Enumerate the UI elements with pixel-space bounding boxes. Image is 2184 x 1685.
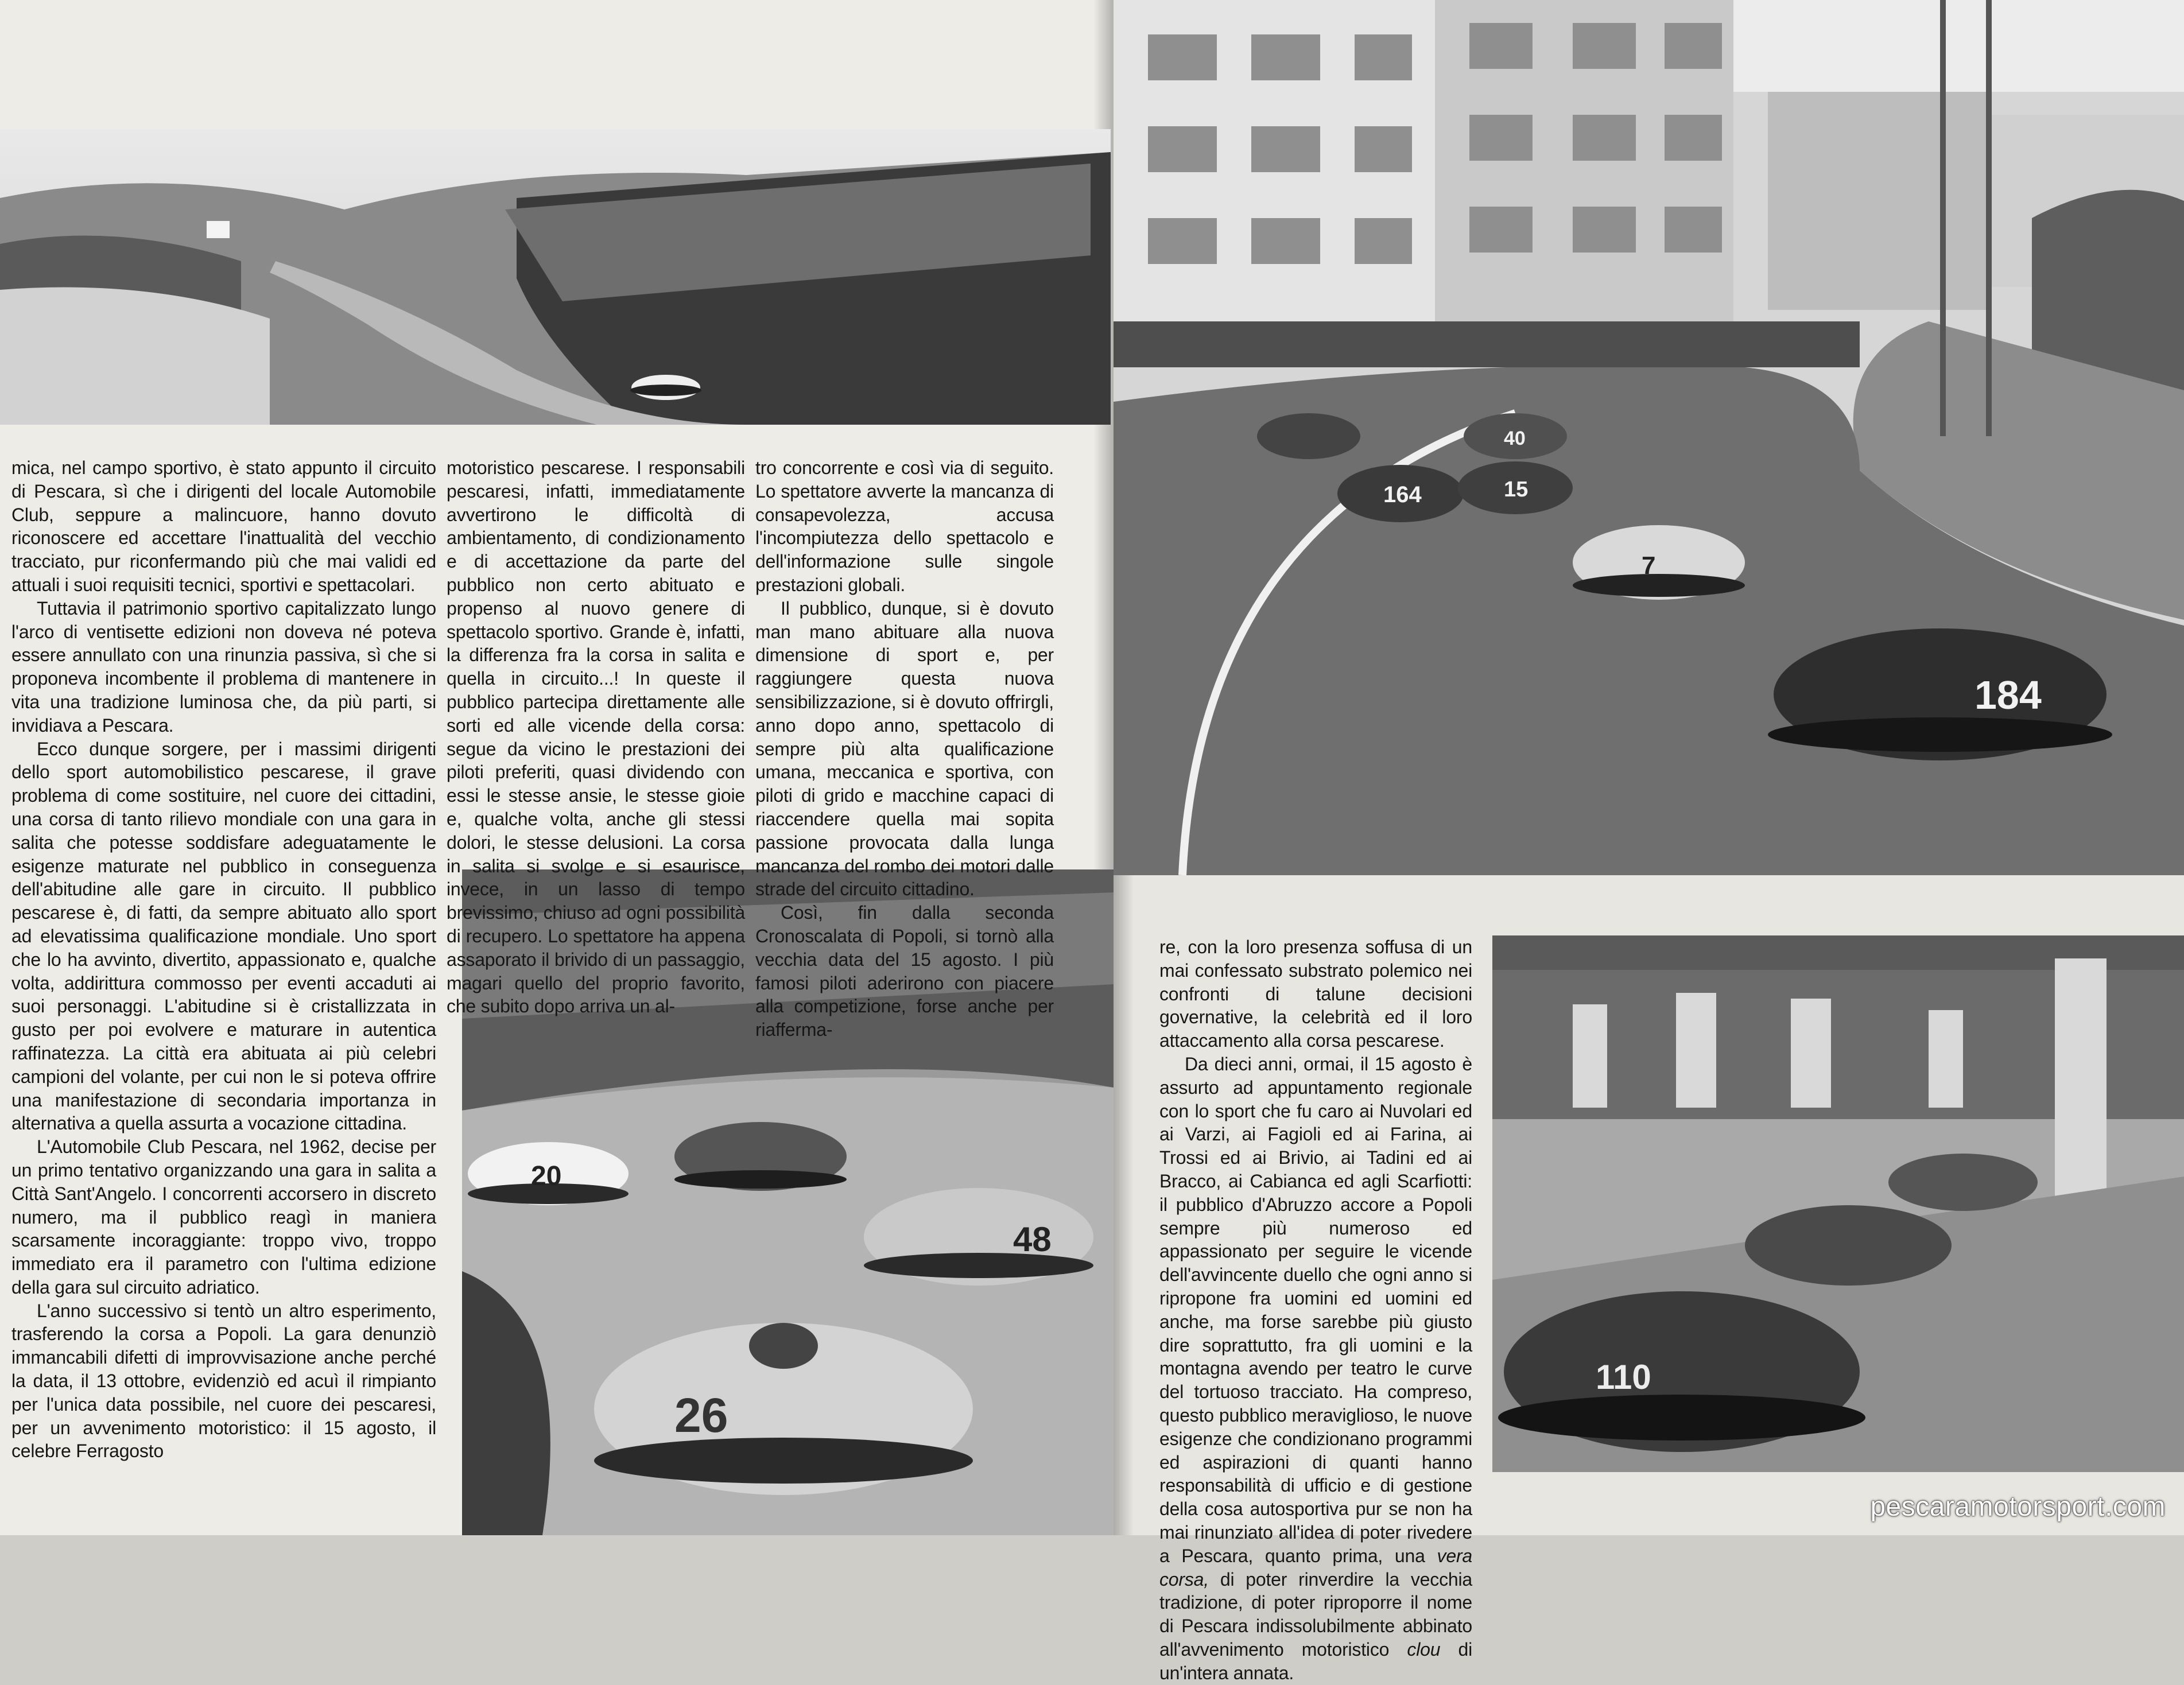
- car-number-7: 7: [1642, 552, 1656, 580]
- paragraph: [1159, 1053, 1472, 1685]
- street-circuit-photo: [1114, 0, 2184, 875]
- car-number-48: 48: [1013, 1220, 1052, 1259]
- car-number-26: 26: [674, 1388, 728, 1442]
- paragraph: Tuttavia il patrimonio sportivo capitalizzato lungo l'arco di ventisette edizioni non doveva né poteva essere annullato con una rinunzia passiva, sì che si proponeva incombente il problema di mantenere in vita una tradizione luminosa che, da più parti, si invidiava a Pescara.: [11, 597, 436, 736]
- text-run: di un'intera annata.: [1159, 1639, 1472, 1683]
- paragraph: mica, nel campo sportivo, è stato appunto il circuito di Pescara, sì che i dirigenti del locale Automobile Club, seppure a malincuore, hanno dovuto riconoscere ed accettare l'inattualità del vecchio tracciato, pur riconfermando più che mai validi ed attuali i suoi requisiti tecnici, sportivi e spettacolari.: [11, 457, 436, 595]
- paragraph: Così, fin dalla seconda Cronoscalata di Popoli, si tornò alla vecchia data del 15 agosto. I più famosi piloti aderirono con piacere alla competizione, forse anche per riafferma-: [755, 902, 1054, 1040]
- text-run: Da dieci anni, ormai, il 15 agosto è assurto ad appuntamento regionale con lo sport che fu caro ai Nuvolari ed ai Varzi, ai Fagioli ed ai Farina, ai Trossi ed ai Brivio, ai Tadini ed ai Bracco, ai Cabianca ed agli Scarfiotti: il pubblico d'Abruzzo accore a Popoli sempre più numeroso ed appassionato per seguire le vicende dell'avvincente duello che ogni anno si ripropone fra uomini ed uomini ed anche, ma forse sarebbe più giusto dire soprattutto, fra gli uomini e la montagna avendo per teatro le curve del tortuoso tracciato. Ha compreso, questo pubblico meraviglioso, le nuove esigenze che condizionano programmi ed aspirazioni di quanti hanno responsabilità di ufficio e di gestione della cosa autosportiva pur se non ha mai rinunziato all'idea di poter rivedere a Pescara, quanto prima, una: [1159, 1053, 1472, 1566]
- hill-road-crowd-photo: [0, 129, 1111, 425]
- formula-cars-grid-photo: [1492, 935, 2184, 1472]
- article-column-3: [755, 456, 1054, 1042]
- car-number-110: 110: [1596, 1358, 1651, 1396]
- paragraph: tro concorrente e così via di seguito. Lo spettatore avverte la mancanza di consapevolezza, accusa l'incompiutezza dello spettacolo e dell'informazione sulle singole prestazioni globali.: [755, 457, 1054, 595]
- car-number-20: 20: [531, 1161, 562, 1191]
- paragraph: motoristico pescarese. I responsabili pescaresi, infatti, immediatamente avvertirono le difficoltà di ambientamento, di condizionamento e di accettazione da parte del pubblico non certo abituato e propenso al nuovo genere di spettacolo sportivo. Grande è, infatti, la differenza fra la corsa in salita e quella in circuito...! In queste il pubblico partecipa direttamente alle sorti ed alle vicende della corsa: segue da vicino le prestazioni dei piloti preferiti, quasi dividendo con essi le stesse ansie, le stesse gioie e, qualche volta, anche gli stessi dolori, le stesse delusioni. La corsa in salita si svolge e si esaurisce, invece, in un lasso di tempo brevissimo, chiuso ad ogni possibilità di recupero. Lo spettatore ha appena assaporato il brivido di un passaggio, magari quello del proprio favorito, che subito dopo arriva un al-: [447, 457, 745, 1017]
- paragraph: Il pubblico, dunque, si è dovuto man mano abituare alla nuova dimensione di sport e, per raggiungere questa nuova sensibilizzazione, si è dovuto offrirgli, anno dopo anno, spettacolo di sempre più alta qualificazione umana, meccanica e sportiva, con piloti di grido e macchine capaci di riaccendere quella mai sopita passione provocata dalla lunga mancanza del rombo dei motori dalle strade del circuito cittadino.: [755, 597, 1054, 900]
- article-column-1: [11, 456, 436, 1463]
- watermark: pescaramotorsport.com: [1870, 1492, 2166, 1522]
- text-run: di poter rinverdire la vecchia tradizione, di poter riproporre il nome di Pescara indissolubilmente abbinato all'avvenimento motoristico: [1159, 1568, 1472, 1660]
- article-column-2: [447, 456, 745, 1018]
- car-number-164: 164: [1383, 482, 1422, 507]
- article-column-4: [1159, 935, 1472, 1685]
- paragraph: re, con la loro presenza soffusa di un mai confessato substrato polemico nei confronti di talune decisioni governative, la celebrità ed il loro attaccamento alla corsa pescarese.: [1159, 937, 1472, 1051]
- car-number-184: 184: [1974, 673, 2042, 717]
- paragraph: Ecco dunque sorgere, per i massimi dirigenti dello sport automobilistico pescarese, il grave problema di come sostituire, nel cuore dei cittadini, una corsa di tanto rilievo mondiale con una gara in salita che potesse soddisfare adeguatamente le esigenze maturate nel pubblico in conseguenza dell'abitudine alle gare in circuito. Il pubblico pescarese è, di fatti, da sempre abituato allo sport ad elevatissima qualificazione mondiale. Uno sport che lo ha avvinto, divertito, appassionato e, qualche volta, addirittura commosso per eventi accaduti ai suoi personaggi. L'abitudine si è cristallizzata in gusto per poi evolvere e maturare in autentica raffinatezza. La città era abituata ai più celebri campioni del volante, per cui non le si poteva offrire una manifestazione di secondaria importanza in alternativa a quella assurta a vocazione cittadina.: [11, 738, 436, 1134]
- paragraph: L'Automobile Club Pescara, nel 1962, decise per un primo tentativo organizzando una gara in salita a Città Sant'Angelo. I concorrenti accorsero in discreto numero, ma il pubblico reagì in maniera scarsamente incoraggiante: troppo vivo, troppo immediato era il parametro con l'ultima edizione della gara sul circuito adriatico.: [11, 1136, 436, 1298]
- emphasis: clou: [1407, 1639, 1441, 1660]
- paragraph: L'anno successivo si tentò un altro esperimento, trasferendo la corsa a Popoli. La gara denunziò immancabili difetti di improvvisazione anche perché la data, il 13 ottobre, evidenziò ed acuì il rimpianto per l'unica data possibile, nel cuore dei pescaresi, per un avvenimento motoristico: il 15 agosto, il celebre Ferragosto: [11, 1300, 436, 1462]
- car-number-15: 15: [1504, 477, 1529, 502]
- car-number-40: 40: [1504, 428, 1526, 449]
- emphasis: vera corsa,: [1159, 1545, 1472, 1590]
